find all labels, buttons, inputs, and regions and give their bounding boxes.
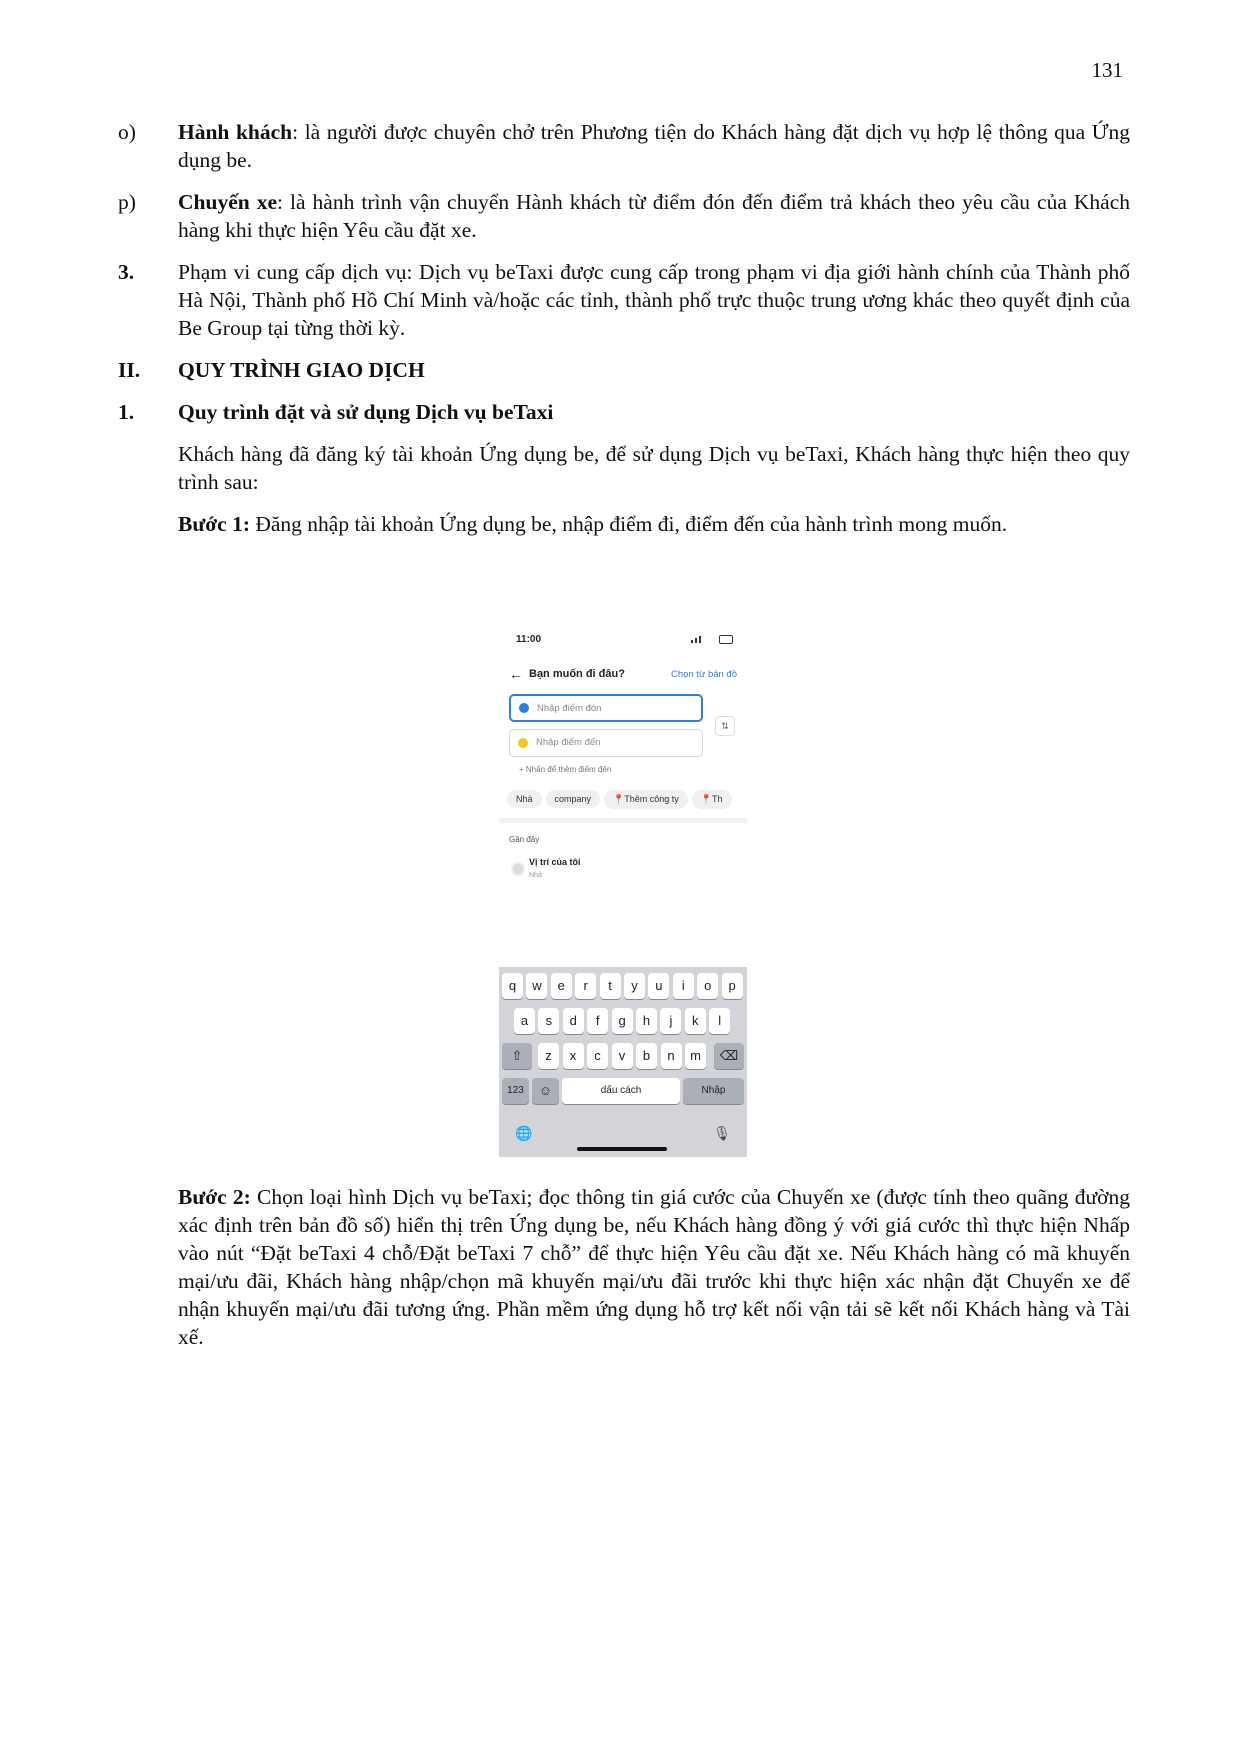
definition-item-p [118, 188, 1130, 244]
home-indicator [577, 1147, 667, 1151]
key-i[interactable]: i [673, 973, 694, 999]
step-label: Bước 2: [178, 1185, 251, 1209]
pickup-placeholder: Nhập điểm đón [537, 703, 602, 714]
recent-label: Gần đây [509, 835, 540, 844]
key-f[interactable]: f [587, 1008, 608, 1034]
location-icon [511, 862, 525, 876]
key-s[interactable]: s [538, 1008, 559, 1034]
key-o[interactable]: o [697, 973, 718, 999]
my-location-sub: Nhà [529, 872, 542, 879]
chip-more[interactable] [692, 790, 732, 809]
chip-add-company[interactable] [604, 790, 688, 809]
keyboard-row-4 [499, 1078, 747, 1106]
key-q[interactable]: q [502, 973, 523, 999]
globe-icon[interactable]: 🌐 [515, 1125, 533, 1141]
key-k[interactable]: k [685, 1008, 706, 1034]
key-g[interactable]: g [612, 1008, 633, 1034]
scope-item [118, 258, 1130, 342]
chip-more-label: Th [712, 794, 723, 804]
microphone-icon[interactable]: 🎙 [713, 1125, 731, 1141]
key-r[interactable]: r [575, 973, 596, 999]
keyboard-row-1 [499, 973, 747, 1001]
battery-icon [719, 635, 733, 644]
step-text: Đăng nhập tài khoản Ứng dụng be, nhập điểm đi, điểm đến của hành trình mong muốn. [249, 512, 1008, 536]
pickup-input[interactable] [509, 694, 703, 722]
pickup-dot-icon [519, 703, 529, 713]
step-2-paragraph [118, 1183, 1130, 1351]
pin-icon: 📍 [700, 794, 713, 804]
shift-key[interactable]: ⇧ [502, 1043, 532, 1069]
key-x[interactable]: x [563, 1043, 584, 1069]
definition-item-o [118, 118, 1130, 174]
dropoff-input[interactable] [509, 729, 703, 757]
page-number: 131 [1091, 58, 1123, 82]
key-u[interactable]: u [648, 973, 669, 999]
dropoff-dot-icon [518, 738, 528, 748]
app-screenshot-search [499, 624, 747, 894]
key-l[interactable]: l [709, 1008, 730, 1034]
key-h[interactable]: h [636, 1008, 657, 1034]
status-icons [691, 635, 733, 643]
item-marker: o) [118, 120, 136, 144]
numbers-key[interactable]: 123 [502, 1078, 529, 1104]
step-1-paragraph [118, 510, 1130, 538]
chip-home[interactable]: Nhà [507, 790, 542, 808]
step-label: Bước 1: [178, 512, 250, 536]
key-z[interactable]: z [538, 1043, 559, 1069]
keyboard-row-2 [499, 1008, 747, 1036]
document-body-lower [118, 1183, 1130, 1365]
my-location-title[interactable]: Vị trí của tôi [529, 857, 581, 867]
section-title: QUY TRÌNH GIAO DỊCH [178, 358, 425, 382]
emoji-key[interactable]: ☺ [532, 1078, 559, 1104]
section-heading [118, 356, 1130, 384]
chip-add-company-label: Thêm công ty [624, 794, 679, 804]
key-n[interactable]: n [661, 1043, 682, 1069]
definition-text: : là người được chuyên chở trên Phương tiện do Khách hàng đặt dịch vụ hợp lệ thông qua Ứng dụng be. [178, 120, 1130, 172]
step-text: Chọn loại hình Dịch vụ beTaxi; đọc thông tin giá cước của Chuyến xe (được tính theo quãng đường xác định trên bản đồ số) hiển thị trên Ứng dụng be, nếu Khách hàng đồng ý với giá cước thì thực hiện Nhấp vào nút “Đặt beTaxi 4 chỗ/Đặt beTaxi 7 chỗ” để thực hiện Yêu cầu đặt xe. Nếu Khách hàng có mã khuyến mại/ưu đãi, Khách hàng nhập/chọn mã khuyến mại/ưu đãi trước khi thực hiện xác nhận đặt Chuyến xe để nhận khuyến mại/ưu đãi tương ứng. Phần mềm ứng dụng hỗ trợ kết nối vận tải sẽ kết nối Khách hàng và Tài xế. [178, 1185, 1130, 1349]
pin-icon: 📍 [613, 794, 625, 804]
header-row [509, 668, 737, 684]
dropoff-placeholder: Nhập điểm đến [536, 737, 601, 748]
keyboard-row-3 [499, 1043, 747, 1071]
status-time: 11:00 [516, 634, 542, 645]
key-a[interactable]: a [514, 1008, 535, 1034]
key-w[interactable]: w [526, 973, 547, 999]
subsection-heading [118, 398, 1130, 426]
key-b[interactable]: b [636, 1043, 657, 1069]
swap-icon[interactable]: ⇅ [715, 716, 735, 736]
key-p[interactable]: p [722, 973, 743, 999]
space-key[interactable]: dấu cách [562, 1078, 680, 1104]
back-arrow-icon[interactable]: ← [509, 666, 523, 682]
key-c[interactable]: c [587, 1043, 608, 1069]
choose-on-map-link[interactable]: Chọn từ bản đồ [670, 669, 737, 680]
enter-key[interactable]: Nhập [683, 1078, 744, 1104]
definition-term: Hành khách [178, 120, 293, 144]
section-marker: II. [118, 358, 141, 382]
key-y[interactable]: y [624, 973, 645, 999]
key-v[interactable]: v [612, 1043, 633, 1069]
divider [499, 818, 747, 823]
key-m[interactable]: m [685, 1043, 706, 1069]
app-screenshot-keyboard [499, 967, 747, 1157]
key-t[interactable]: t [600, 973, 621, 999]
key-e[interactable]: e [551, 973, 572, 999]
item-marker: 3. [118, 260, 135, 284]
key-d[interactable]: d [563, 1008, 584, 1034]
item-marker: p) [118, 190, 136, 214]
document-body [118, 118, 1130, 552]
saved-places-chips [507, 789, 747, 809]
screen-title: Bạn muốn đi đâu? [529, 668, 625, 680]
intro-paragraph: Khách hàng đã đăng ký tài khoản Ứng dụng be, để sử dụng Dịch vụ beTaxi, Khách hàng thực hiện theo quy trình sau: [178, 442, 1130, 494]
backspace-key[interactable]: ⌫ [714, 1043, 744, 1069]
scope-text: Phạm vi cung cấp dịch vụ: Dịch vụ beTaxi được cung cấp trong phạm vi địa giới hành chính của Thành phố Hà Nội, Thành phố Hồ Chí Minh và/hoặc các tỉnh, thành phố trực thuộc trung ương khác theo quyết định của Be Group tại từng thời kỳ. [178, 260, 1130, 340]
key-j[interactable]: j [660, 1008, 681, 1034]
add-stop-link[interactable]: + Nhấn để thêm điểm đến [519, 765, 612, 774]
chip-company[interactable]: company [546, 790, 601, 808]
definition-text: : là hành trình vận chuyển Hành khách từ điểm đón đến điểm trả khách theo yêu cầu của Khách hàng khi thực hiện Yêu cầu đặt xe. [178, 190, 1130, 242]
subsection-title: Quy trình đặt và sử dụng Dịch vụ beTaxi [178, 400, 554, 424]
subsection-marker: 1. [118, 400, 135, 424]
definition-term: Chuyến xe [178, 190, 278, 214]
